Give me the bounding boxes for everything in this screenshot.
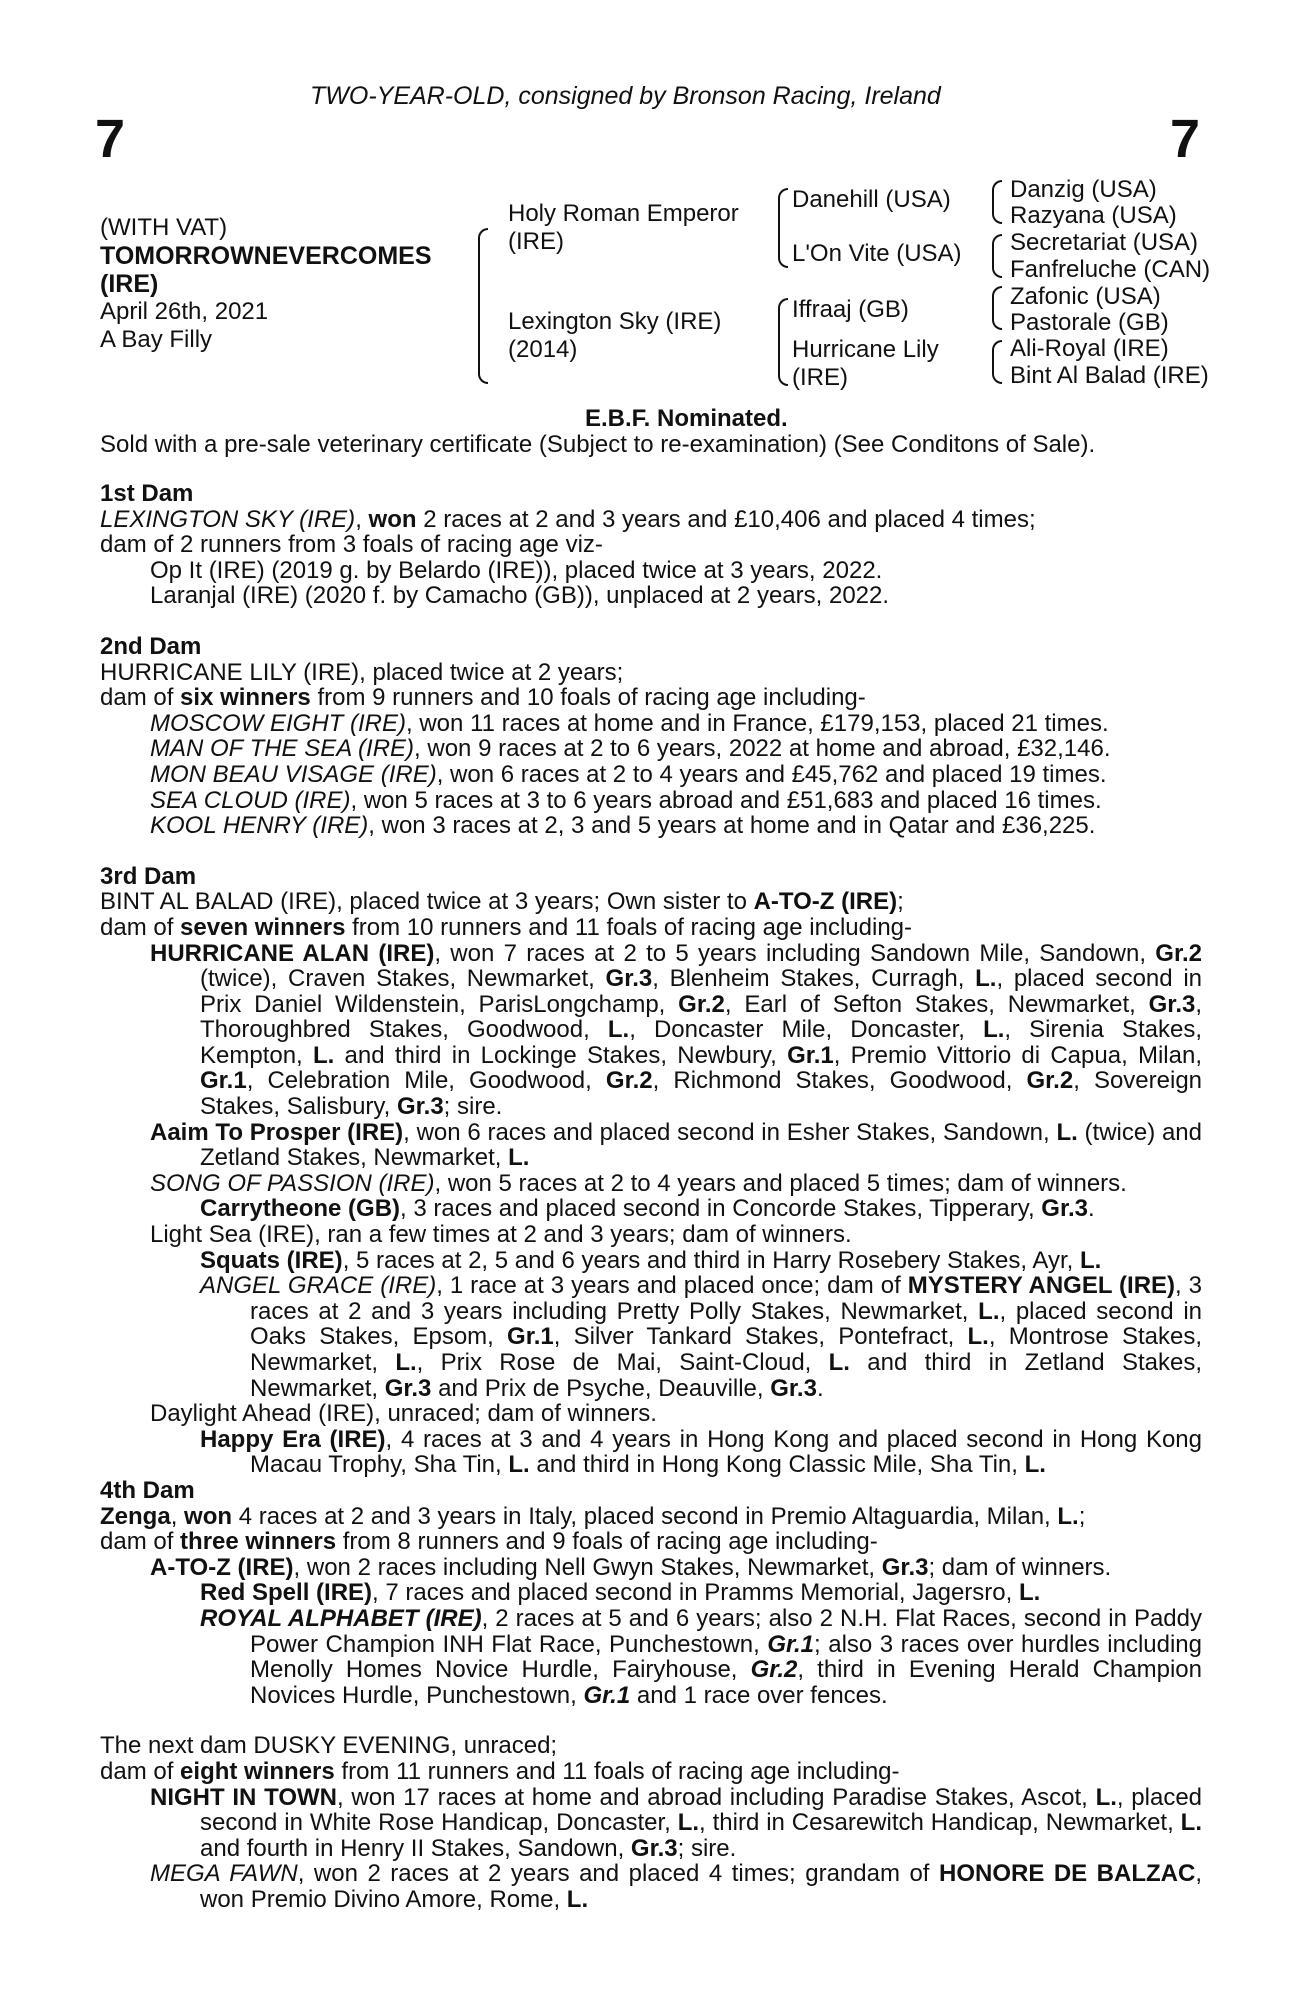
grade: L. [1057, 1502, 1079, 1530]
grade: L. [975, 965, 997, 993]
sep: , [355, 505, 369, 533]
progeny-name: MAN OF THE SEA (IRE) [150, 735, 415, 763]
grade: L. [828, 1349, 850, 1376]
fourth-dam-heading: 4th Dam [100, 1476, 195, 1504]
grade: Gr.3 [384, 1374, 432, 1402]
winners-count: eight winners [180, 1757, 335, 1785]
t: , won 7 races at 2 to 5 years including Sandown Mile, Sandown, [434, 939, 1156, 967]
t: BINT AL BALAD (IRE), placed twice at 3 years; Own sister to [100, 888, 754, 916]
t: ; dam of winners. [928, 1553, 1112, 1581]
third-dam-produce [100, 915, 1202, 941]
sire-dam: L'On Vite (USA) [792, 240, 962, 267]
t: , Prix Rose de Mai, Saint-Cloud, [416, 1349, 829, 1376]
grade: L. [1095, 1783, 1117, 1811]
produce-2: Laranjal (IRE) (2020 f. by Camacho (GB)), unplaced at 2 years, 2022. [150, 582, 890, 610]
grade: L. [312, 1041, 335, 1069]
progeny-a-to-z [150, 1555, 1202, 1581]
progeny-record: , won 5 races at 3 to 6 years abroad and £51,683 and placed 16 times. [350, 786, 1102, 814]
progeny-row [100, 813, 1202, 839]
t: and third in Hong Kong Classic Mile, Sha Tin, [529, 1451, 1025, 1479]
spacer [100, 609, 1202, 634]
pedigree-dam [508, 308, 721, 364]
progeny-name: Red Spell (IRE) [200, 1579, 373, 1607]
t: , placed second in Oaks Stakes, Epsom, [250, 1297, 1202, 1351]
lot-number-left: 7 [95, 109, 126, 169]
sister-name: A-TO-Z (IRE) [753, 888, 898, 916]
progeny-name: A-TO-Z (IRE) [150, 1553, 294, 1581]
gg-1: Razyana (USA) [1010, 202, 1177, 229]
progeny-angel-grace [200, 1273, 1202, 1401]
t: ; sire. [443, 1093, 503, 1121]
grade: Gr.2 [1155, 939, 1202, 967]
pedigree-brace-sire [778, 188, 788, 268]
t: , Doncaster Mile, Doncaster, [629, 1016, 984, 1044]
grade: L. [983, 1016, 1005, 1044]
horse-description: A Bay Filly [100, 326, 213, 353]
fourth-dam-name: Zenga [100, 1502, 171, 1530]
dam-line-body [100, 481, 1202, 1912]
dam-year: (2014) [508, 336, 578, 363]
t: ; also 3 races over hurdles including Menolly Homes Novice Hurdle, Fairyhouse, [250, 1630, 1203, 1684]
second-dam-heading: 2nd Dam [100, 632, 202, 660]
spacer [100, 839, 1202, 864]
dam-name: Lexington Sky (IRE) [508, 308, 722, 335]
third-dam-line [100, 889, 1202, 915]
grade: L. [978, 1297, 1000, 1325]
t: from 10 runners and 11 foals of racing age including- [345, 913, 913, 941]
t: , 1 race at 3 years and placed once; dam of [436, 1272, 908, 1300]
grade: L. [1180, 1809, 1202, 1837]
progeny-name: SONG OF PASSION (IRE) [150, 1169, 435, 1197]
horse-identity [100, 214, 432, 354]
pedigree-brace-gg1 [992, 180, 1002, 224]
t: , 3 races at 2 and 3 years including Pretty Polly Stakes, Newmarket, [250, 1272, 1203, 1325]
t: , 2 races at 5 and 6 years; also 2 N.H. Flat Races, second in Paddy Power Champion INH Flat Race, Punchestown, [250, 1604, 1203, 1658]
t: . [816, 1374, 824, 1402]
grade: L. [508, 1451, 530, 1479]
grade: Gr.2 [605, 1067, 653, 1095]
winners-count: six winners [180, 684, 311, 712]
pedigree-brace-dam [778, 298, 788, 386]
progeny-row [100, 736, 1202, 762]
grade: Gr.3 [881, 1553, 929, 1581]
progeny-name: ANGEL GRACE (IRE) [200, 1272, 437, 1300]
t: , won 2 races including Nell Gwyn Stakes, Newmarket, [293, 1553, 882, 1581]
grade: Gr.3 [396, 1093, 444, 1121]
won-label: won [184, 1502, 233, 1530]
t: , Thoroughbred Stakes, Goodwood, [200, 990, 1203, 1044]
progeny-red-spell [200, 1580, 1202, 1606]
gg-0: Danzig (USA) [1010, 176, 1157, 203]
grade: L. [566, 1885, 589, 1913]
fourth-dam-line [100, 1504, 1202, 1530]
page-header-title: TWO-YEAR-OLD, consigned by Bronson Racing, Ireland [310, 82, 941, 110]
t: from 11 runners and 11 foals of racing age including- [334, 1757, 900, 1785]
t: (twice), Craven Stakes, Newmarket, [200, 965, 606, 993]
t: dam of [100, 913, 181, 941]
sire-sire: Danehill (USA) [792, 186, 951, 213]
grade: Gr.1 [787, 1041, 834, 1069]
t: and Prix de Psyche, Deauville, [431, 1374, 771, 1402]
grade: L. [1018, 1579, 1041, 1607]
t: , won 17 races at home and abroad including Paradise Stakes, Ascot, [337, 1783, 1096, 1811]
progeny-row [100, 788, 1202, 814]
grade: L. [967, 1323, 989, 1351]
progeny-name: MON BEAU VISAGE (IRE) [150, 760, 437, 788]
t: 4 races at 2 and 3 years in Italy, placed second in Premio Altaguardia, Milan, [232, 1502, 1058, 1530]
next-dam-line: The next dam DUSKY EVENING, unraced; [100, 1732, 558, 1760]
first-dam-produce: dam of 2 runners from 3 foals of racing age viz- [100, 531, 603, 559]
horse-name-suffix: (IRE) [100, 270, 159, 298]
grade: Gr.2 [1026, 1067, 1074, 1095]
t: , [170, 1502, 185, 1530]
gg-5: Pastorale (GB) [1010, 309, 1169, 336]
t: , third in Evening Herald Champion Novices Hurdle, Punchestown, [250, 1656, 1202, 1709]
progeny-name: Aaim To Prosper (IRE) [150, 1118, 404, 1146]
grade: Gr.2 [750, 1656, 798, 1684]
t: , won 5 races at 2 to 4 years and placed 5 times; dam of winners. [434, 1169, 1127, 1197]
progeny-happy-era [200, 1427, 1202, 1478]
next-dam-produce [100, 1759, 1202, 1785]
winners-count: three winners [180, 1528, 337, 1556]
pedigree-brace-gg2 [992, 234, 1002, 278]
grade: Gr.3 [605, 965, 653, 993]
pedigree-sire [508, 200, 739, 256]
progeny-record: , won 11 races at home and in France, £179,153, placed 21 times. [405, 709, 1109, 737]
pedigree-brace-gg4 [992, 340, 1002, 384]
produce-1: Op It (IRE) (2019 g. by Belardo (IRE)), placed twice at 3 years, 2022. [150, 556, 883, 584]
progeny-name: ROYAL ALPHABET (IRE) [200, 1604, 482, 1632]
grade: L. [1079, 1246, 1102, 1274]
gg-2: Secretariat (USA) [1010, 229, 1199, 256]
t: , 5 races at 2, 5 and 6 years and third in Harry Rosebery Stakes, Ayr, [342, 1246, 1080, 1274]
dam-dam [792, 336, 939, 392]
progeny-name: Squats (IRE) [200, 1246, 343, 1274]
progeny-royal-alphabet [200, 1606, 1202, 1708]
t: , won 2 races at 2 years and placed 4 times; grandam of [297, 1860, 939, 1888]
won-label: won [368, 505, 417, 533]
t: , placed second in Prix Daniel Wildenstein, ParisLongchamp, [200, 965, 1203, 1018]
sire-country: (IRE) [508, 228, 564, 255]
grade: Gr.1 [507, 1323, 554, 1351]
progeny-name: NIGHT IN TOWN [150, 1783, 338, 1811]
grade: L. [607, 1016, 630, 1044]
progeny-name: SEA CLOUD (IRE) [150, 786, 351, 814]
t: , Sirenia Stakes, Kempton, [200, 1016, 1203, 1069]
gg-7: Bint Al Balad (IRE) [1010, 362, 1209, 389]
progeny-mega-fawn [150, 1861, 1202, 1912]
t: , Celebration Mile, Goodwood, [246, 1067, 606, 1095]
third-dam-heading: 3rd Dam [100, 862, 197, 890]
progeny-name: Carrytheone (GB) [200, 1195, 401, 1223]
grade: L. [1056, 1118, 1078, 1146]
t: and third in Zetland Stakes, Newmarket, [250, 1349, 1202, 1402]
progeny-light-sea: Light Sea (IRE), ran a few times at 2 and 3 years; dam of winners. [150, 1221, 852, 1249]
progeny-record: , won 6 races at 2 to 4 years and £45,762 and placed 19 times. [436, 760, 1107, 788]
t: ; [1078, 1502, 1086, 1530]
grade: Gr.3 [1041, 1195, 1088, 1223]
progeny-song-of-passion [150, 1171, 1202, 1197]
second-dam-line: HURRICANE LILY (IRE), placed twice at 2 years; [100, 658, 624, 686]
t: and third in Lockinge Stakes, Newbury, [334, 1041, 788, 1069]
gg-6: Ali-Royal (IRE) [1010, 335, 1169, 362]
t: , Sovereign Stakes, Salisbury, [200, 1067, 1203, 1121]
grade: L. [1024, 1451, 1046, 1479]
t: ; [897, 888, 904, 916]
horse-name: TOMORROWNEVERCOMES [100, 242, 432, 270]
t: , won Premio Divino Amore, Rome, [200, 1860, 1202, 1913]
progeny-name: HONORE DE BALZAC [938, 1860, 1196, 1888]
sire-name: Holy Roman Emperor [508, 200, 739, 227]
t: dam of [100, 1757, 181, 1785]
progeny-name: MYSTERY ANGEL (IRE) [907, 1272, 1176, 1300]
lot-number-right: 7 [1170, 109, 1201, 169]
spacer [100, 1708, 1202, 1733]
t: , Silver Tankard Stakes, Pontefract, [553, 1323, 968, 1351]
t: , Richmond Stakes, Goodwood, [652, 1067, 1027, 1095]
first-dam-line [100, 507, 1202, 533]
first-dam-record: 2 races at 2 and 3 years and £10,406 and placed 4 times; [416, 505, 1036, 533]
gg-4: Zafonic (USA) [1010, 283, 1161, 310]
t: , won 6 races and placed second in Esher Stakes, Sandown, [403, 1118, 1057, 1146]
fourth-dam-produce [100, 1529, 1202, 1555]
progeny-name: MOSCOW EIGHT (IRE) [150, 709, 406, 737]
progeny-aaim-to-prosper [150, 1120, 1202, 1171]
t: ; sire. [677, 1834, 737, 1862]
t: , Premio Vittorio di Capua, Milan, [833, 1041, 1202, 1069]
progeny-row [100, 711, 1202, 737]
progeny-row [100, 762, 1202, 788]
t: , Earl of Sefton Stakes, Newmarket, [724, 990, 1149, 1018]
grade: Gr.1 [767, 1630, 815, 1658]
foaling-date: April 26th, 2021 [100, 298, 269, 325]
t: , 7 races and placed second in Pramms Memorial, Jagersro, [372, 1579, 1019, 1607]
dam-dam-country: (IRE) [792, 364, 848, 391]
gg-3: Fanfreluche (CAN) [1010, 256, 1211, 283]
t: , Blenheim Stakes, Curragh, [652, 965, 976, 993]
grade: Gr.1 [200, 1067, 247, 1095]
t: from 8 runners and 9 foals of racing age including- [336, 1528, 878, 1556]
ebf-nomination: E.B.F. Nominated. [585, 405, 788, 432]
first-dam-name: LEXINGTON SKY (IRE) [100, 505, 356, 533]
progeny-hurricane-alan [150, 941, 1202, 1120]
t: and 1 race over fences. [630, 1681, 888, 1709]
dam-dam-name: Hurricane Lily [792, 336, 939, 363]
t: (twice) and Zetland Stakes, Newmarket, [200, 1118, 1202, 1172]
t: from 9 runners and 10 foals of racing age including- [310, 684, 866, 712]
t: , placed second in White Rose Handicap, Doncaster, [200, 1783, 1203, 1837]
t: dam of [100, 684, 181, 712]
progeny-record: , won 9 races at 2 to 6 years, 2022 at home and abroad, £32,146. [414, 735, 1111, 763]
grade: L. [508, 1144, 530, 1172]
grade: Gr.2 [678, 990, 725, 1018]
progeny-record: , won 3 races at 2, 3 and 5 years at home and in Qatar and £36,225. [368, 812, 1096, 840]
t: , third in Cesarewitch Handicap, Newmarket, [699, 1809, 1181, 1837]
t: . [1087, 1195, 1095, 1223]
second-dam-produce [100, 685, 1202, 711]
grade: Gr.3 [630, 1834, 678, 1862]
progeny-night-in-town [150, 1785, 1202, 1862]
progeny-daylight-ahead: Daylight Ahead (IRE), unraced; dam of winners. [150, 1400, 657, 1428]
grade: L. [395, 1349, 417, 1376]
grade: Gr.3 [770, 1374, 817, 1402]
t: dam of [100, 1528, 181, 1556]
progeny-name: Happy Era (IRE) [200, 1425, 386, 1453]
first-dam-heading: 1st Dam [100, 480, 194, 507]
progeny-name: MEGA FAWN [150, 1860, 298, 1888]
vat-label: (WITH VAT) [100, 214, 228, 241]
winners-count: seven winners [180, 913, 346, 941]
progeny-carrytheone [200, 1196, 1202, 1222]
dam-sire: Iffraaj (GB) [792, 296, 909, 323]
t: , 4 races at 3 and 4 years in Hong Kong and placed second in Hong Kong Macau Trophy, Sha Tin, [250, 1425, 1202, 1479]
t: , Montrose Stakes, Newmarket, [250, 1323, 1203, 1376]
progeny-name: HURRICANE ALAN (IRE) [150, 939, 435, 967]
pedigree-brace-gg3 [992, 286, 1002, 330]
grade: Gr.3 [1148, 990, 1196, 1018]
t: , 3 races and placed second in Concorde Stakes, Tipperary, [400, 1195, 1042, 1223]
t: and fourth in Henry II Stakes, Sandown, [200, 1834, 631, 1862]
vet-certificate-note: Sold with a pre-sale veterinary certificate (Subject to re-examination) (See Conditons of Sale). [100, 431, 1096, 458]
progeny-squats [200, 1248, 1202, 1274]
grade: L. [677, 1809, 700, 1837]
great-grandparents [1010, 176, 1210, 389]
pedigree-brace-main [478, 228, 488, 384]
progeny-name: KOOL HENRY (IRE) [150, 812, 369, 840]
grade: Gr.1 [583, 1681, 631, 1709]
